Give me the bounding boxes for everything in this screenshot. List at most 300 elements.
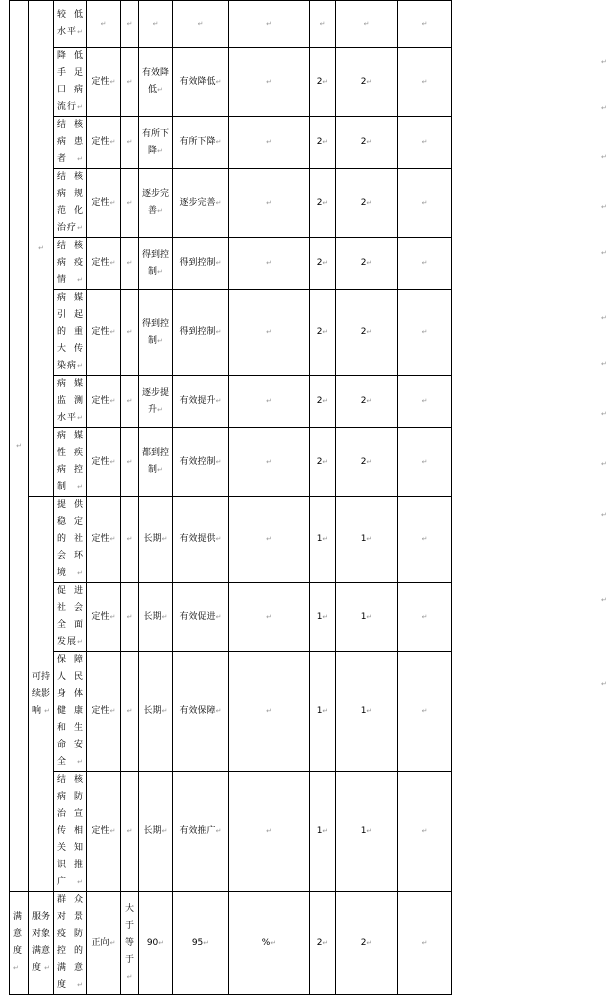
note-cell bbox=[398, 497, 452, 583]
score-cell bbox=[310, 48, 336, 117]
paragraph-mark: ↵ bbox=[215, 397, 222, 405]
score-cell bbox=[310, 772, 336, 892]
indicator-value-cell bbox=[139, 652, 173, 772]
type-cell bbox=[87, 583, 121, 652]
paragraph-mark: ↵ bbox=[157, 267, 163, 276]
type-cell bbox=[87, 497, 121, 583]
indicator-name-cell-text: 结核病防治宣传相关知识推广 bbox=[57, 775, 83, 887]
score-cell-text: 1 bbox=[316, 611, 323, 622]
type-cell bbox=[87, 1, 121, 48]
note-cell bbox=[398, 583, 452, 652]
unit-cell bbox=[229, 583, 310, 652]
indicator-name-cell-text: 保障人民身体健康和生命安全 bbox=[57, 655, 83, 767]
weight-cell bbox=[336, 772, 398, 892]
direction-cell bbox=[121, 169, 139, 238]
weight-cell-text: 2 bbox=[360, 937, 367, 948]
paragraph-mark: ↵ bbox=[322, 707, 329, 715]
type-cell-text: 定性 bbox=[91, 456, 110, 467]
paragraph-mark: ↵ bbox=[421, 707, 428, 715]
indicator-value-cell bbox=[139, 290, 173, 376]
indicator-name-cell bbox=[54, 290, 87, 376]
unit-cell bbox=[229, 376, 310, 428]
paragraph-mark: ↵ bbox=[421, 19, 428, 28]
weight-cell bbox=[336, 169, 398, 238]
paragraph-mark: ↵ bbox=[215, 138, 222, 146]
paragraph-mark: ↵ bbox=[109, 457, 116, 466]
paragraph-mark: ↵ bbox=[421, 397, 428, 405]
paragraph-mark: ↵ bbox=[266, 198, 272, 207]
table-row bbox=[10, 652, 603, 772]
paragraph-mark: ↵ bbox=[366, 827, 373, 835]
score-cell-text: 2 bbox=[316, 937, 323, 948]
paragraph-mark: ↵ bbox=[109, 535, 116, 543]
paragraph-mark: ↵ bbox=[126, 707, 133, 715]
weight-cell-text: 1 bbox=[360, 826, 367, 836]
target-value-cell bbox=[173, 892, 229, 995]
indicator-name-cell-text: 病媒引起的重大传染病 bbox=[57, 293, 83, 371]
table-row bbox=[10, 117, 603, 169]
paragraph-mark: ↵ bbox=[366, 397, 373, 405]
paragraph-mark: ↵ bbox=[363, 19, 370, 28]
unit-cell bbox=[229, 892, 310, 995]
weight-cell-text: 2 bbox=[360, 456, 367, 467]
target-value-cell bbox=[173, 169, 229, 238]
note-cell bbox=[398, 117, 452, 169]
level2-cell bbox=[29, 1, 54, 497]
paragraph-mark: ↵ bbox=[322, 612, 329, 621]
type-cell bbox=[87, 169, 121, 238]
paragraph-mark: ↵ bbox=[421, 535, 428, 543]
indicator-value-cell-text: 逐步完善 bbox=[141, 189, 169, 216]
paragraph-mark: ↵ bbox=[322, 938, 329, 947]
target-value-cell-text: 有效推广 bbox=[179, 826, 216, 836]
target-value-cell bbox=[173, 652, 229, 772]
indicator-value-cell-text: 长期 bbox=[143, 611, 162, 622]
paragraph-mark: ↵ bbox=[44, 706, 50, 715]
paragraph-mark: ↵ bbox=[109, 328, 116, 336]
paragraph-mark: ↵ bbox=[421, 612, 428, 621]
paragraph-mark: ↵ bbox=[109, 77, 116, 86]
indicator-value-cell-text: 长期 bbox=[143, 534, 162, 544]
target-value-cell-text: 有所下降 bbox=[179, 137, 216, 147]
paragraph-mark: ↵ bbox=[266, 827, 272, 835]
paragraph-mark: ↵ bbox=[322, 457, 329, 466]
level1-cell bbox=[10, 1, 29, 892]
type-cell-text: 定性 bbox=[91, 258, 110, 268]
indicator-name-cell bbox=[54, 169, 87, 238]
paragraph-mark: ↵ bbox=[421, 827, 428, 835]
indicator-value-cell-text: 有所下降 bbox=[141, 128, 169, 156]
edge-mark: ↵ bbox=[601, 203, 607, 211]
target-value-cell-text: 得到控制 bbox=[179, 258, 216, 268]
table-row bbox=[10, 1, 603, 48]
paragraph-mark: ↵ bbox=[366, 77, 373, 86]
paragraph-mark: ↵ bbox=[266, 259, 272, 267]
direction-cell bbox=[121, 428, 139, 497]
paragraph-mark: ↵ bbox=[13, 964, 19, 972]
paragraph-mark: ↵ bbox=[266, 707, 272, 715]
paragraph-mark: ↵ bbox=[366, 457, 373, 466]
paragraph-mark: ↵ bbox=[215, 198, 222, 207]
type-cell-text: 定性 bbox=[91, 706, 110, 716]
paragraph-mark: ↵ bbox=[322, 328, 329, 336]
paragraph-mark: ↵ bbox=[203, 938, 210, 947]
note-cell bbox=[398, 1, 452, 48]
paragraph-mark: ↵ bbox=[126, 19, 133, 28]
paragraph-mark: ↵ bbox=[266, 397, 272, 405]
indicator-name-cell bbox=[54, 376, 87, 428]
paragraph-mark: ↵ bbox=[157, 405, 163, 414]
weight-cell-text: 1 bbox=[360, 611, 367, 622]
indicator-name-cell bbox=[54, 772, 87, 892]
paragraph-mark: ↵ bbox=[266, 77, 272, 86]
paragraph-mark: ↵ bbox=[421, 138, 428, 146]
indicator-value-cell-text: 有效降低 bbox=[141, 68, 169, 95]
weight-cell bbox=[336, 48, 398, 117]
indicator-value-cell bbox=[139, 772, 173, 892]
score-cell-text: 2 bbox=[316, 396, 323, 406]
paragraph-mark: ↵ bbox=[322, 827, 329, 835]
weight-cell bbox=[336, 497, 398, 583]
paragraph-mark: ↵ bbox=[77, 483, 83, 491]
paragraph-mark: ↵ bbox=[161, 827, 168, 835]
target-value-cell bbox=[173, 48, 229, 117]
type-cell bbox=[87, 772, 121, 892]
paragraph-mark: ↵ bbox=[366, 612, 373, 621]
paragraph-mark: ↵ bbox=[421, 328, 428, 336]
score-cell bbox=[310, 892, 336, 995]
edge-mark: ↵ bbox=[601, 680, 607, 688]
paragraph-mark: ↵ bbox=[319, 19, 326, 28]
paragraph-mark: ↵ bbox=[161, 612, 168, 621]
paragraph-mark: ↵ bbox=[109, 938, 116, 947]
paragraph-mark: ↵ bbox=[266, 457, 272, 466]
paragraph-mark: ↵ bbox=[16, 441, 22, 450]
score-cell-text: 2 bbox=[316, 197, 323, 208]
indicator-name-cell bbox=[54, 583, 87, 652]
table-row bbox=[10, 497, 603, 583]
table-row bbox=[10, 583, 603, 652]
weight-cell bbox=[336, 117, 398, 169]
table-row bbox=[10, 772, 603, 892]
direction-cell bbox=[121, 652, 139, 772]
indicator-value-cell bbox=[139, 892, 173, 995]
target-value-cell bbox=[173, 428, 229, 497]
indicator-value-cell bbox=[139, 583, 173, 652]
paragraph-mark: ↵ bbox=[266, 328, 272, 336]
paragraph-mark: ↵ bbox=[77, 28, 83, 36]
paragraph-mark: ↵ bbox=[77, 224, 83, 232]
paragraph-mark: ↵ bbox=[126, 198, 133, 207]
indicator-value-cell bbox=[139, 376, 173, 428]
indicator-name-cell bbox=[54, 428, 87, 497]
type-cell-text: 正向 bbox=[91, 937, 110, 948]
direction-cell bbox=[121, 290, 139, 376]
type-cell bbox=[87, 48, 121, 117]
paragraph-mark: ↵ bbox=[109, 707, 116, 715]
note-cell bbox=[398, 290, 452, 376]
target-value-cell bbox=[173, 583, 229, 652]
paragraph-mark: ↵ bbox=[126, 457, 133, 466]
score-cell-text: 2 bbox=[316, 137, 323, 147]
score-cell bbox=[310, 428, 336, 497]
table-row bbox=[10, 376, 603, 428]
indicator-value-cell-text: 得到控制 bbox=[141, 318, 169, 346]
paragraph-mark: ↵ bbox=[126, 138, 133, 146]
paragraph-mark: ↵ bbox=[266, 535, 272, 543]
target-value-cell-text: 95 bbox=[191, 937, 204, 948]
direction-cell bbox=[121, 497, 139, 583]
unit-cell bbox=[229, 497, 310, 583]
type-cell bbox=[87, 892, 121, 995]
indicator-name-cell-text: 群众对景疫防控的满意度 bbox=[57, 895, 83, 990]
weight-cell bbox=[336, 652, 398, 772]
type-cell bbox=[87, 290, 121, 376]
paragraph-mark: ↵ bbox=[270, 938, 277, 947]
edge-mark: ↵ bbox=[601, 460, 607, 468]
paragraph-mark: ↵ bbox=[366, 259, 373, 267]
paragraph-mark: ↵ bbox=[77, 638, 83, 646]
score-cell bbox=[310, 290, 336, 376]
note-cell bbox=[398, 238, 452, 290]
direction-cell bbox=[121, 117, 139, 169]
target-value-cell bbox=[173, 772, 229, 892]
paragraph-mark: ↵ bbox=[126, 972, 133, 981]
weight-cell-text: 2 bbox=[360, 258, 367, 268]
direction-cell bbox=[121, 1, 139, 48]
paragraph-mark: ↵ bbox=[366, 707, 373, 715]
direction-cell bbox=[121, 892, 139, 995]
score-cell-text: 1 bbox=[316, 534, 323, 544]
score-cell-text: 2 bbox=[316, 456, 323, 467]
direction-cell bbox=[121, 238, 139, 290]
paragraph-mark: ↵ bbox=[266, 138, 272, 146]
paragraph-mark: ↵ bbox=[266, 19, 272, 28]
table-row bbox=[10, 48, 603, 117]
paragraph-mark: ↵ bbox=[197, 19, 204, 28]
score-cell-text: 2 bbox=[316, 258, 323, 268]
paragraph-mark: ↵ bbox=[109, 198, 116, 207]
paragraph-mark: ↵ bbox=[215, 328, 222, 336]
score-cell-text: 2 bbox=[316, 76, 323, 87]
paragraph-mark: ↵ bbox=[161, 707, 168, 715]
indicator-value-cell bbox=[139, 169, 173, 238]
paragraph-mark: ↵ bbox=[215, 535, 222, 543]
paragraph-mark: ↵ bbox=[77, 103, 83, 111]
score-cell bbox=[310, 497, 336, 583]
edge-mark: ↵ bbox=[601, 314, 607, 322]
paragraph-mark: ↵ bbox=[109, 612, 116, 621]
paragraph-mark: ↵ bbox=[322, 259, 329, 267]
paragraph-mark: ↵ bbox=[126, 77, 133, 86]
weight-cell-text: 2 bbox=[360, 197, 367, 208]
paragraph-mark: ↵ bbox=[77, 569, 83, 577]
unit-cell bbox=[229, 1, 310, 48]
unit-cell bbox=[229, 290, 310, 376]
score-cell bbox=[310, 652, 336, 772]
weight-cell-text: 2 bbox=[360, 137, 367, 147]
paragraph-mark: ↵ bbox=[77, 981, 83, 989]
weight-cell bbox=[336, 1, 398, 48]
target-value-cell bbox=[173, 497, 229, 583]
note-cell bbox=[398, 652, 452, 772]
unit-cell bbox=[229, 117, 310, 169]
edge-mark: ↵ bbox=[601, 249, 607, 257]
target-value-cell bbox=[173, 238, 229, 290]
score-cell bbox=[310, 1, 336, 48]
paragraph-mark: ↵ bbox=[215, 707, 222, 715]
edge-mark: ↵ bbox=[601, 410, 607, 418]
paragraph-mark: ↵ bbox=[215, 612, 222, 621]
weight-cell-text: 1 bbox=[360, 534, 367, 544]
note-cell bbox=[398, 376, 452, 428]
direction-cell bbox=[121, 48, 139, 117]
weight-cell-text: 2 bbox=[360, 76, 367, 87]
paragraph-mark: ↵ bbox=[366, 535, 373, 543]
indicator-value-cell bbox=[139, 238, 173, 290]
paragraph-mark: ↵ bbox=[157, 466, 163, 474]
unit-cell bbox=[229, 652, 310, 772]
weight-cell bbox=[336, 892, 398, 995]
indicator-value-cell bbox=[139, 497, 173, 583]
type-cell bbox=[87, 376, 121, 428]
indicator-value-cell-text: 得到控制 bbox=[141, 249, 169, 277]
paragraph-mark: ↵ bbox=[421, 259, 428, 267]
indicator-name-cell bbox=[54, 48, 87, 117]
type-cell bbox=[87, 238, 121, 290]
paragraph-mark: ↵ bbox=[215, 259, 222, 267]
paragraph-mark: ↵ bbox=[157, 207, 163, 215]
paragraph-mark: ↵ bbox=[77, 878, 83, 886]
target-value-cell bbox=[173, 1, 229, 48]
indicator-name-cell bbox=[54, 497, 87, 583]
paragraph-mark: ↵ bbox=[322, 397, 329, 405]
target-value-cell bbox=[173, 376, 229, 428]
paragraph-mark: ↵ bbox=[161, 535, 168, 543]
paragraph-mark: ↵ bbox=[322, 535, 329, 543]
unit-cell-text: % bbox=[261, 937, 271, 948]
paragraph-mark: ↵ bbox=[366, 138, 373, 146]
target-value-cell-text: 有效提供 bbox=[179, 534, 216, 544]
paragraph-mark: ↵ bbox=[38, 244, 44, 252]
edge-mark: ↵ bbox=[601, 153, 607, 161]
edge-mark: ↵ bbox=[601, 104, 607, 112]
table-row bbox=[10, 892, 603, 995]
score-cell bbox=[310, 238, 336, 290]
paragraph-mark: ↵ bbox=[109, 138, 116, 146]
paragraph-mark: ↵ bbox=[158, 938, 165, 947]
indicator-value-cell bbox=[139, 1, 173, 48]
paragraph-mark: ↵ bbox=[126, 535, 133, 543]
score-cell bbox=[310, 376, 336, 428]
type-cell-text: 定性 bbox=[91, 396, 110, 406]
indicator-name-cell-text: 病媒监测水平 bbox=[57, 379, 83, 423]
weight-cell-text: 2 bbox=[360, 396, 367, 406]
paragraph-mark: ↵ bbox=[109, 397, 116, 405]
paragraph-mark: ↵ bbox=[152, 19, 159, 28]
table-row bbox=[10, 169, 603, 238]
target-value-cell-text: 有效降低 bbox=[179, 76, 216, 87]
edge-mark: ↵ bbox=[601, 596, 607, 604]
weight-cell bbox=[336, 238, 398, 290]
indicator-value-cell bbox=[139, 117, 173, 169]
weight-cell-text: 2 bbox=[360, 327, 367, 337]
paragraph-mark: ↵ bbox=[266, 612, 272, 621]
target-value-cell-text: 得到控制 bbox=[179, 327, 216, 337]
indicator-value-cell-text: 都到控制 bbox=[141, 448, 169, 475]
note-cell bbox=[398, 169, 452, 238]
direction-cell bbox=[121, 772, 139, 892]
performance-indicator-table bbox=[9, 0, 607, 995]
type-cell-text: 定性 bbox=[91, 137, 110, 147]
paragraph-mark: ↵ bbox=[366, 198, 373, 207]
type-cell-text: 定性 bbox=[91, 197, 110, 208]
note-cell bbox=[398, 892, 452, 995]
indicator-name-cell-text: 促进社会全面发展 bbox=[57, 586, 83, 647]
type-cell-text: 定性 bbox=[91, 76, 110, 87]
table-row bbox=[10, 428, 603, 497]
edge-mark: ↵ bbox=[601, 360, 607, 368]
table-row bbox=[10, 238, 603, 290]
paragraph-mark: ↵ bbox=[126, 259, 133, 267]
target-value-cell-text: 逐步完善 bbox=[179, 197, 216, 208]
indicator-name-cell-text: 结核病规范化治疗 bbox=[57, 172, 83, 233]
indicator-name-cell bbox=[54, 652, 87, 772]
weight-cell bbox=[336, 376, 398, 428]
edge-mark: ↵ bbox=[601, 58, 607, 66]
group-satisfaction bbox=[10, 892, 29, 995]
note-cell bbox=[398, 772, 452, 892]
type-cell-text: 定性 bbox=[91, 534, 110, 544]
score-cell-text: 2 bbox=[316, 327, 323, 337]
paragraph-mark: ↵ bbox=[421, 938, 428, 947]
group-sustainable-impact bbox=[29, 497, 54, 892]
type-cell-text: 定性 bbox=[91, 327, 110, 337]
indicator-name-cell-text: 结核病疫情 bbox=[57, 241, 83, 285]
note-cell bbox=[398, 48, 452, 117]
score-cell bbox=[310, 169, 336, 238]
paragraph-mark: ↵ bbox=[77, 155, 83, 163]
indicator-value-cell bbox=[139, 48, 173, 117]
unit-cell bbox=[229, 169, 310, 238]
paragraph-mark: ↵ bbox=[109, 827, 116, 835]
paragraph-mark: ↵ bbox=[366, 328, 373, 336]
score-cell bbox=[310, 583, 336, 652]
score-cell-text: 1 bbox=[316, 826, 323, 836]
paragraph-mark: ↵ bbox=[215, 457, 222, 466]
paragraph-mark: ↵ bbox=[157, 86, 163, 94]
unit-cell bbox=[229, 428, 310, 497]
indicator-name-cell-text: 降低手足口病流行 bbox=[57, 51, 83, 112]
unit-cell bbox=[229, 772, 310, 892]
type-cell bbox=[87, 428, 121, 497]
paragraph-mark: ↵ bbox=[322, 77, 329, 86]
group-service-target-satisfaction-text: 服务对象满意度 bbox=[32, 912, 51, 973]
indicator-name-cell-text: 较低水平 bbox=[57, 10, 83, 37]
paragraph-mark: ↵ bbox=[126, 328, 133, 336]
paragraph-mark: ↵ bbox=[421, 77, 428, 86]
weight-cell-text: 1 bbox=[360, 706, 367, 716]
weight-cell bbox=[336, 428, 398, 497]
paragraph-mark: ↵ bbox=[421, 198, 428, 207]
paragraph-mark: ↵ bbox=[157, 336, 163, 345]
indicator-name-cell-text: 提供稳定的社会环境 bbox=[57, 500, 83, 578]
type-cell bbox=[87, 117, 121, 169]
target-value-cell-text: 有效控制 bbox=[179, 456, 216, 467]
target-value-cell bbox=[173, 117, 229, 169]
paragraph-mark: ↵ bbox=[322, 198, 329, 207]
target-value-cell-text: 有效促进 bbox=[179, 611, 216, 622]
